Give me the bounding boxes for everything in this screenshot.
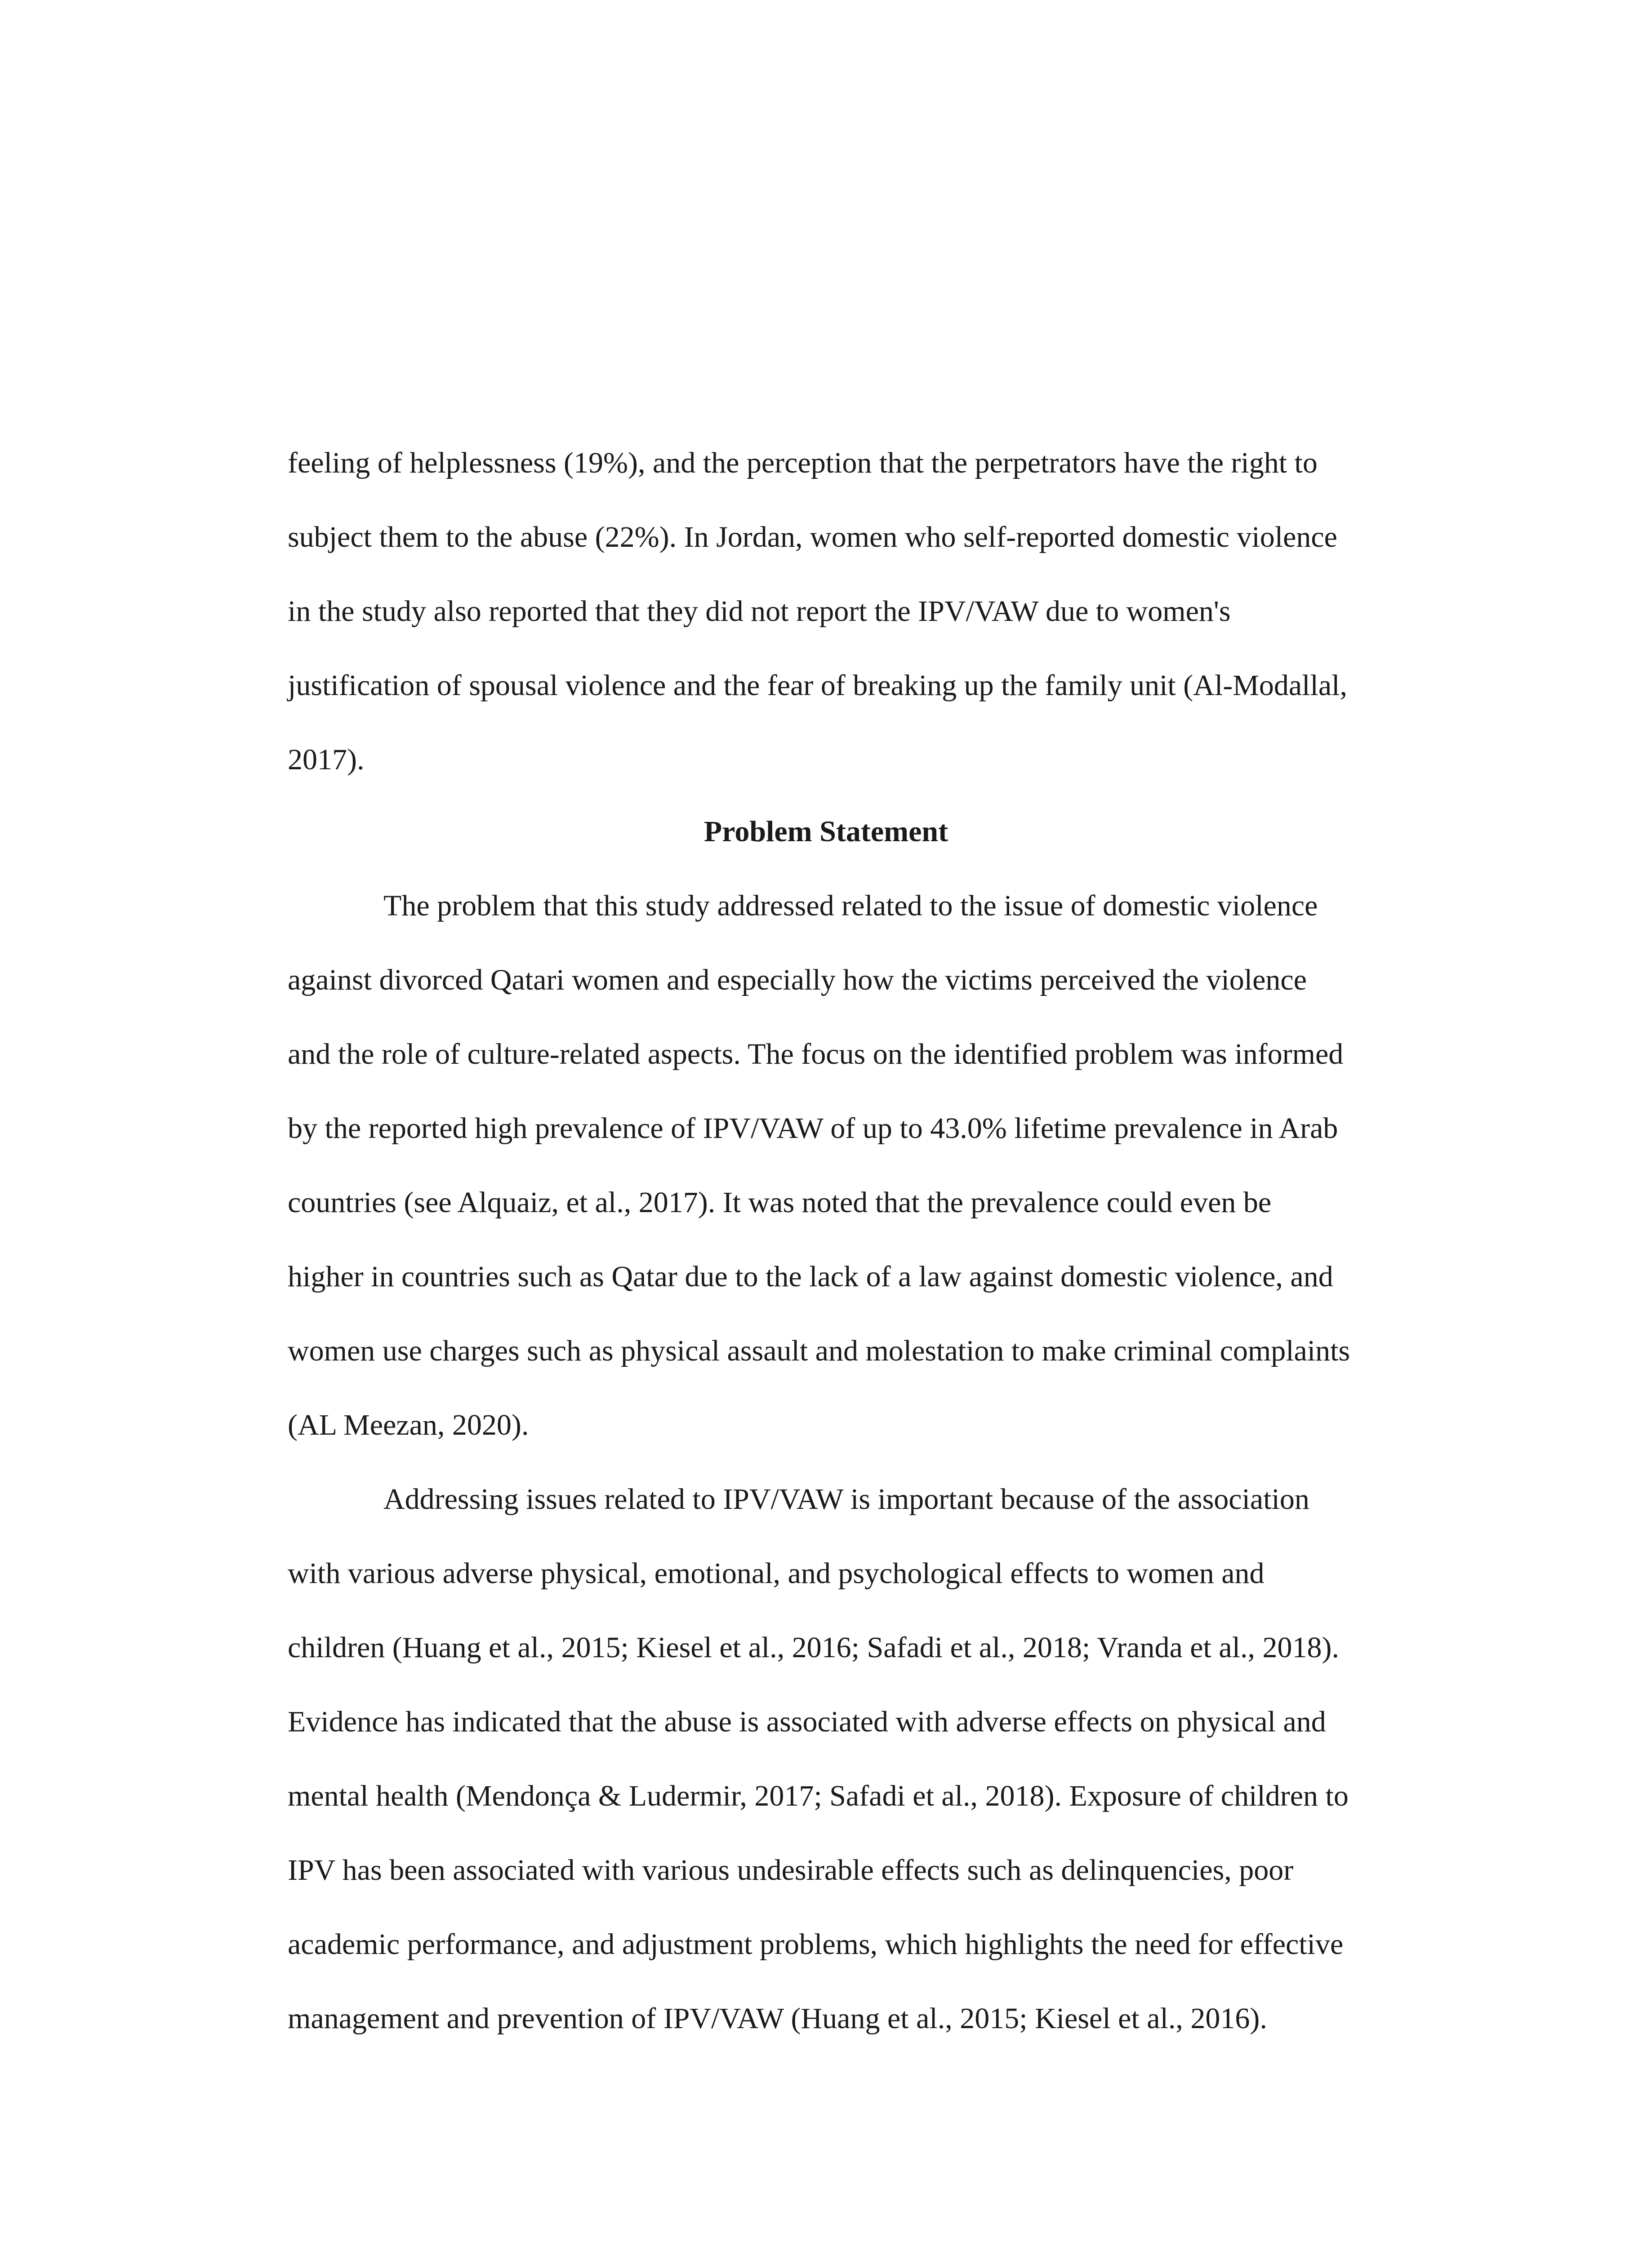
text-line: justification of spousal violence and the fear of breaking up the family unit (Al-Modallal, — [288, 669, 1347, 702]
text-line: subject them to the abuse (22%). In Jordan, women who self-reported domestic violence — [288, 521, 1337, 553]
text-line: and the role of culture-related aspects. The focus on the identified problem was informed — [288, 1038, 1344, 1070]
text-line: children (Huang et al., 2015; Kiesel et al., 2016; Safadi et al., 2018; Vranda et al., 2018). — [288, 1631, 1340, 1664]
text-line: academic performance, and adjustment problems, which highlights the need for effective — [288, 1928, 1344, 1961]
text-line: countries (see Alquaiz, et al., 2017). It was noted that the prevalence could even be — [288, 1186, 1272, 1219]
text-line: Addressing issues related to IPV/VAW is important because of the association — [383, 1483, 1309, 1516]
text-line: Evidence has indicated that the abuse is associated with adverse effects on physical and — [288, 1705, 1326, 1738]
text-line: against divorced Qatari women and especially how the victims perceived the violence — [288, 963, 1307, 996]
text-line: mental health (Mendonça & Ludermir, 2017; Safadi et al., 2018). Exposure of children to — [288, 1780, 1349, 1812]
text-line: women use charges such as physical assault and molestation to make criminal complaints — [288, 1334, 1350, 1367]
text-line: in the study also reported that they did not report the IPV/VAW due to women's — [288, 595, 1231, 628]
text-line: with various adverse physical, emotional, and psychological effects to women and — [288, 1557, 1265, 1590]
text-line: IPV has been associated with various undesirable effects such as delinquencies, poor — [288, 1854, 1294, 1887]
section-heading: Problem Statement — [704, 815, 948, 848]
text-line: by the reported high prevalence of IPV/VAW of up to 43.0% lifetime prevalence in Arab — [288, 1112, 1338, 1145]
text-line: (AL Meezan, 2020). — [288, 1409, 529, 1441]
text-line: 2017). — [288, 743, 365, 776]
text-line: higher in countries such as Qatar due to the lack of a law against domestic violence, and — [288, 1260, 1333, 1293]
text-line: The problem that this study addressed related to the issue of domestic violence — [383, 889, 1318, 922]
text-line: management and prevention of IPV/VAW (Huang et al., 2015; Kiesel et al., 2016). — [288, 2002, 1267, 2035]
text-line: feeling of helplessness (19%), and the perception that the perpetrators have the right to — [288, 446, 1318, 479]
